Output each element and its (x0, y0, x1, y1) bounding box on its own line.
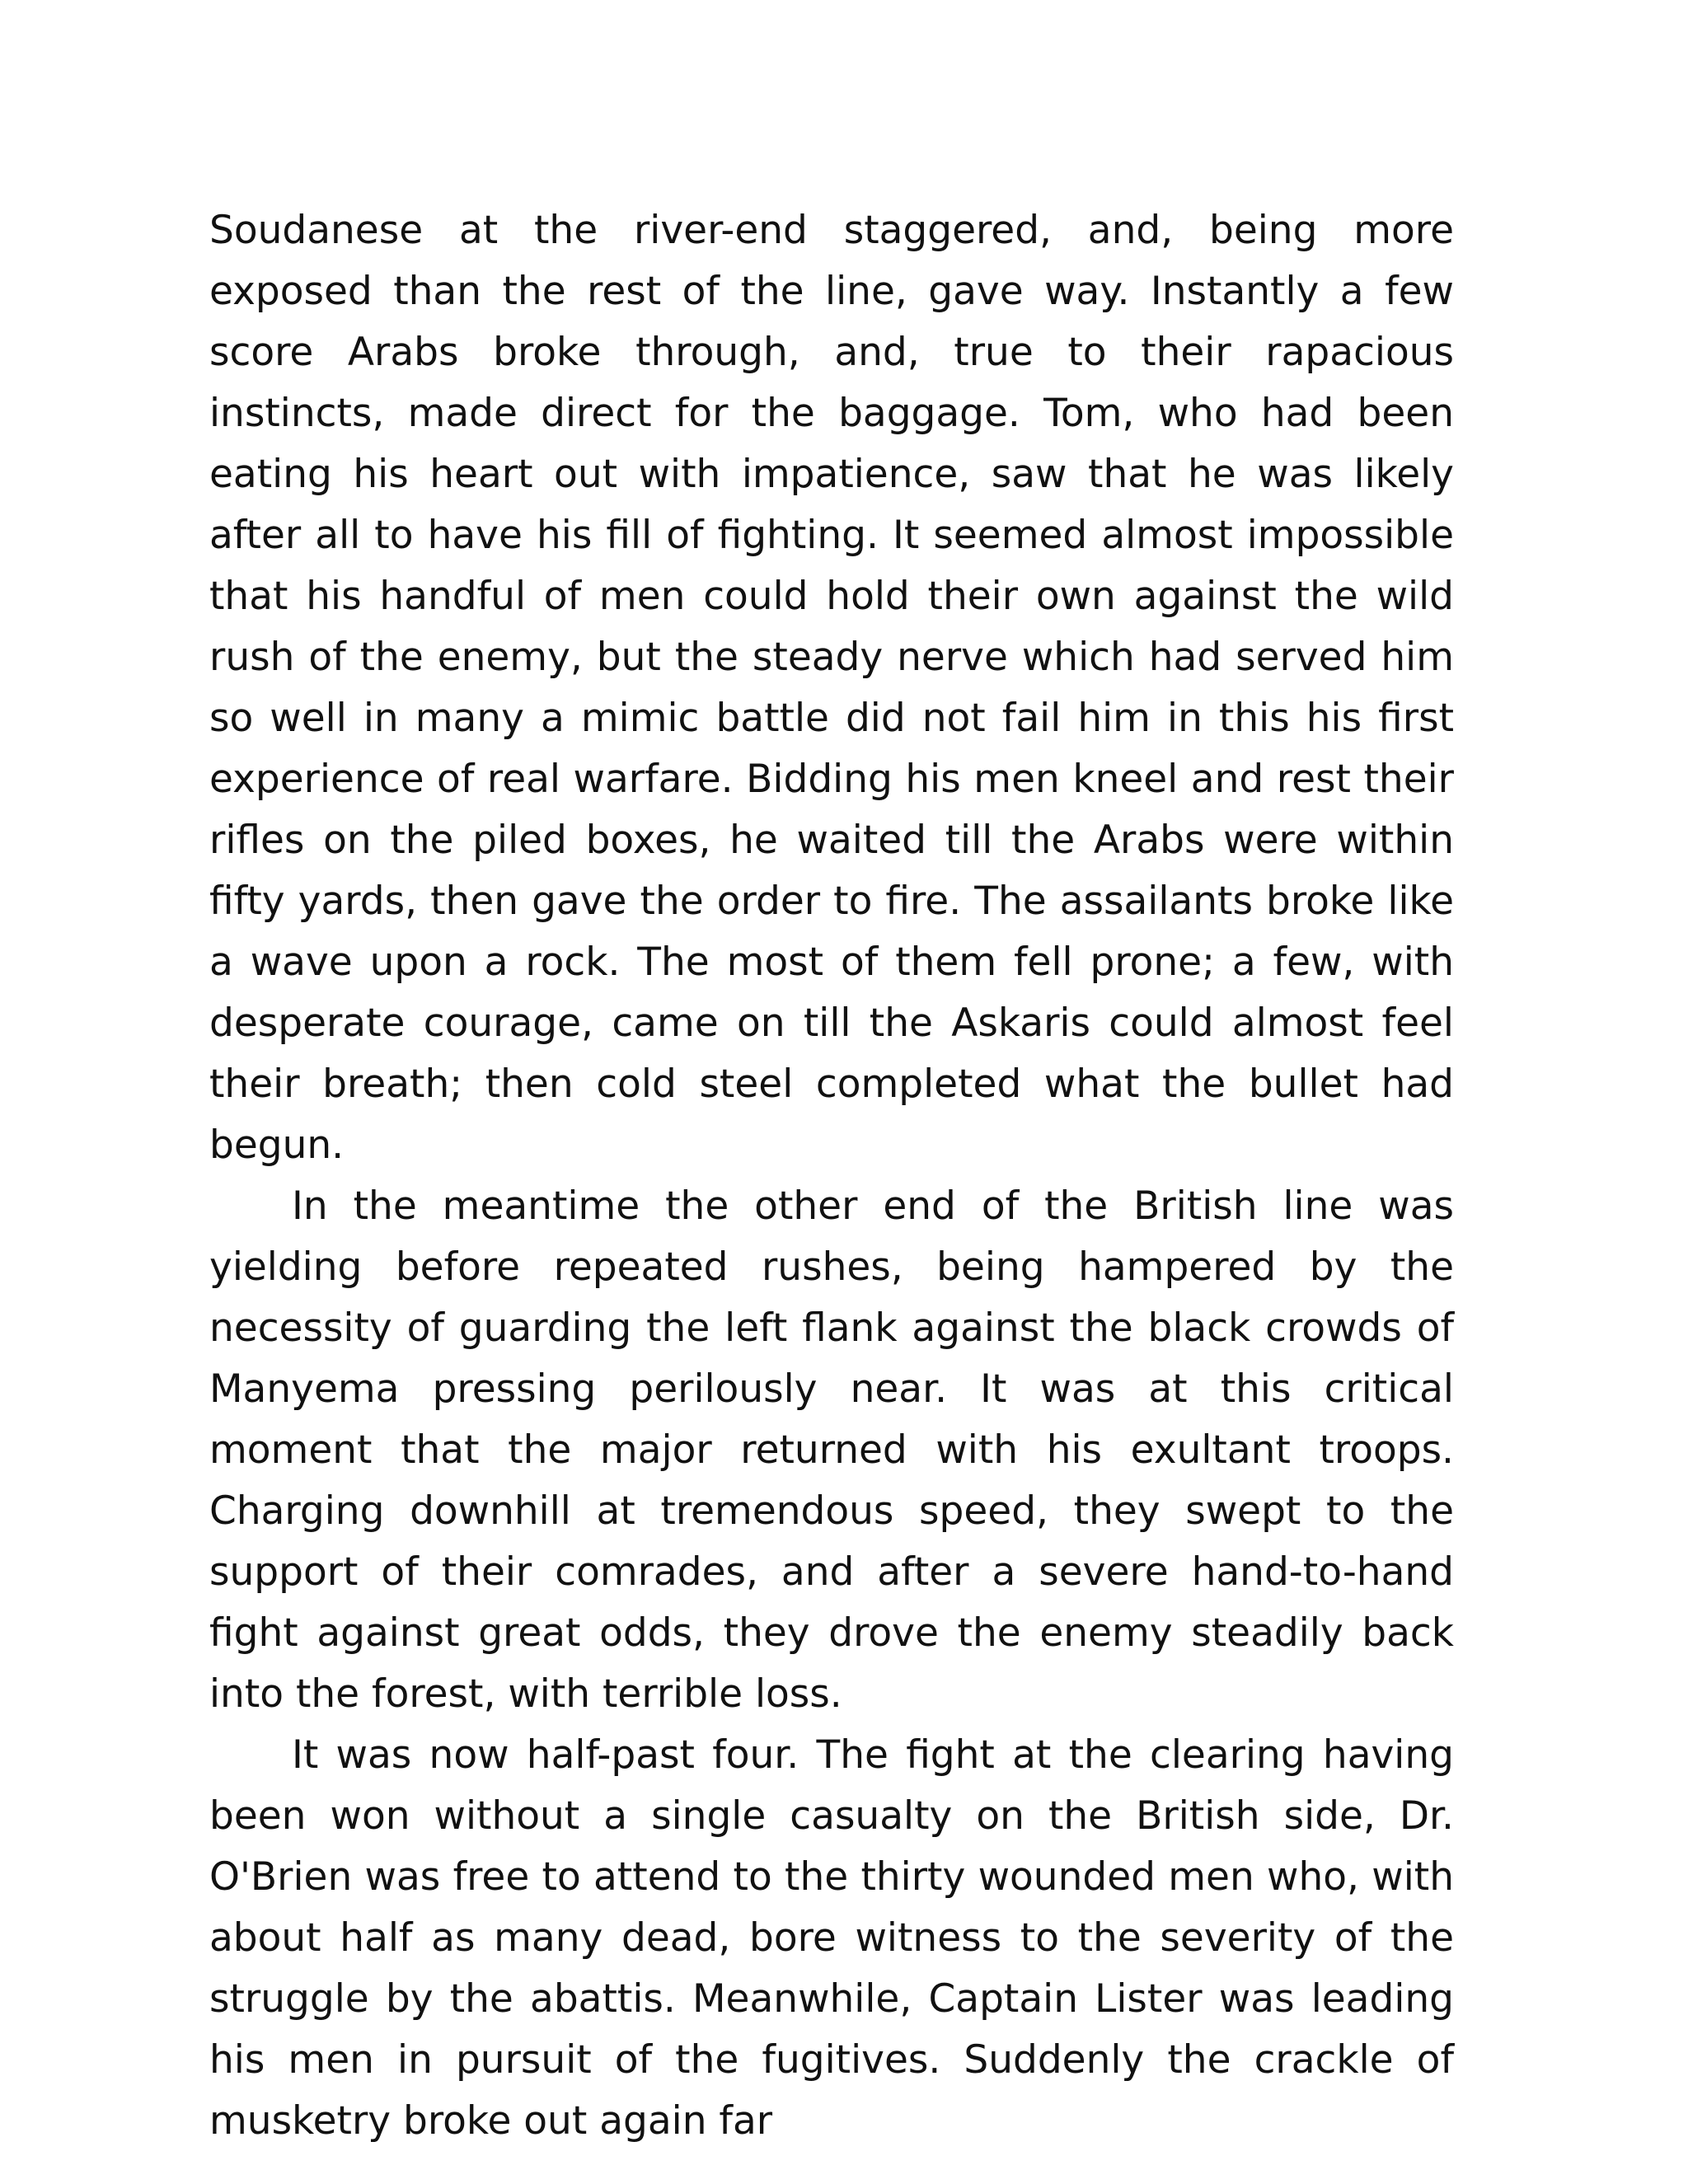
body-text (209, 200, 1454, 2152)
paragraph-2: In the meantime the other end of the British line was yielding before repeated rushes, being hampered by the necessity of guarding the left flank against the black crowds of Manyema pressing perilously near. It was at this critical moment that the major returned with his exultant troops. Charging downhill at tremendous speed, they swept to the support of their comrades, and after a severe hand-to-hand fight against great odds, they drove the enemy steadily back into the forest, with terrible loss. (209, 1183, 1454, 1717)
paragraph-3: It was now half-past four. The fight at the clearing having been won without a single casualty on the British side, Dr. O'Brien was free to attend to the thirty wounded men who, with about half as many dead, bore witness to the severity of the struggle by the abattis. Meanwhile, Captain Lister was leading his men in pursuit of the fugitives. Suddenly the crackle of musketry broke out again far (209, 1732, 1454, 2144)
paragraph-1: Soudanese at the river-end staggered, and, being more exposed than the rest of the line, gave way. Instantly a few score Arabs broke through, and, true to their rapacious instincts, made direct for the baggage. Tom, who had been eating his heart out with impatience, saw that he was likely after all to have his fill of fighting. It seemed almost impossible that his handful of men could hold their own against the wild rush of the enemy, but the steady nerve which had served him so well in many a mimic battle did not fail him in this his first experience of real warfare. Bidding his men kneel and rest their rifles on the piled boxes, he waited till the Arabs were within fifty yards, then gave the order to fire. The assailants broke like a wave upon a rock. The most of them fell prone; a few, with desperate courage, came on till the Askaris could almost feel their breath; then cold steel completed what the bullet had begun. (209, 208, 1454, 1168)
